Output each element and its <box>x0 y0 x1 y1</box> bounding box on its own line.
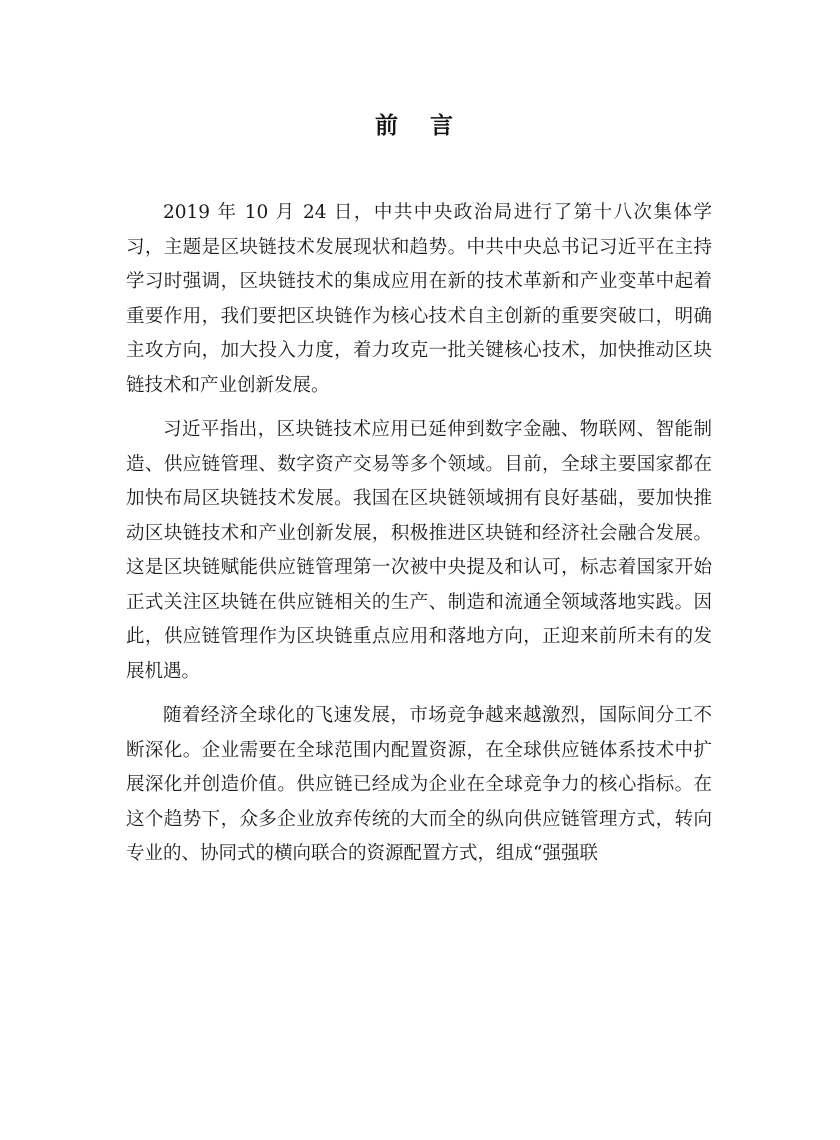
paragraph-1: 2019 年 10 月 24 日，中共中央政治局进行了第十八次集体学习，主题是区块链技术发展现状和趋势。中共中央总书记习近平在主持学习时强调，区块链技术的集成应用在新的技术革新和产业变革中起着重要作用，我们要把区块链作为核心技术自主创新的重要突破口，明确主攻方向，加大投入力度，着力攻克一批关键核心技术，加快推动区块链技术和产业创新发展。 <box>126 202 712 396</box>
page-title: 前 言 <box>374 113 465 139</box>
paragraph-2: 习近平指出，区块链技术应用已延伸到数字金融、物联网、智能制造、供应链管理、数字资产交易等多个领域。目前，全球主要国家都在加快布局区块链技术发展。我国在区块链领域拥有良好基础，要加快推动区块链技术和产业创新发展，积极推进区块链和经济社会融合发展。这是区块链赋能供应链管理第一次被中央提及和认可，标志着国家开始正式关注区块链在供应链相关的生产、制造和流通全领域落地实践。因此，供应链管理作为区块链重点应用和落地方向，正迎来前所未有的发展机遇。 <box>126 419 712 682</box>
paragraph-3: 随着经济全球化的飞速发展，市场竞争越来越激烈，国际间分工不断深化。企业需要在全球范围内配置资源，在全球供应链体系技术中扩展深化并创造价值。供应链已经成为企业在全球竞争力的核心指标。在这个趋势下，众多企业放弃传统的大而全的纵向供应链管理方式，转向专业的、协同式的横向联合的资源配置方式，组成“强强联 <box>126 705 712 864</box>
body-text <box>126 196 712 882</box>
